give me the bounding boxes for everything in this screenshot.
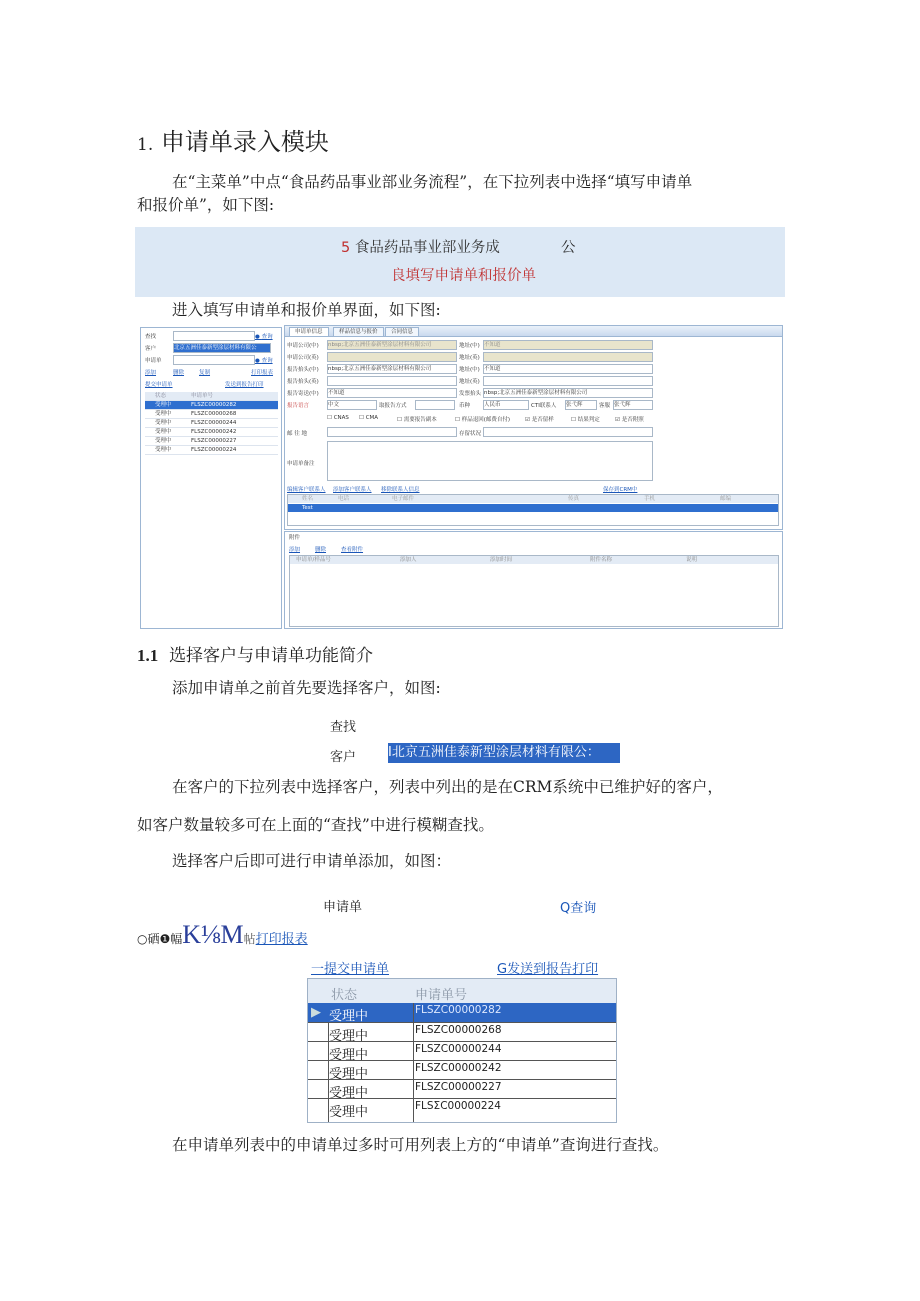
check-return[interactable]: ☐ 样品退回(邮费自付) bbox=[455, 417, 510, 423]
p-select: 添加申请单之前首先要选择客户，如图: bbox=[172, 679, 441, 697]
submit-form-button[interactable]: 提交申请单 bbox=[145, 382, 173, 388]
edit-contact-link[interactable]: 编辑客户联系人 bbox=[287, 487, 326, 493]
invoice-input[interactable]: nbsp;北京五洲佳泰新型涂层材料有限公司 bbox=[483, 388, 653, 398]
print-report-link[interactable]: 打印报表 bbox=[255, 932, 308, 947]
grid-divider bbox=[413, 1003, 414, 1122]
contact-grid-header: 姓名 电话 电子邮件 传真 手机 邮编 bbox=[288, 495, 778, 503]
query-button-1[interactable]: ● 查询 bbox=[255, 334, 273, 340]
copy-button[interactable]: 复制 bbox=[199, 370, 211, 376]
report-send-input[interactable]: 不知道 bbox=[327, 388, 457, 398]
row-pointer-icon: ▶ bbox=[311, 1005, 321, 1020]
contact-label: CTI联系人 bbox=[531, 403, 557, 409]
company-en-label: 申请公司(英) bbox=[287, 355, 319, 361]
search-input[interactable] bbox=[173, 331, 255, 341]
enter-text: 进入填写申请单和报价单界面，如下图: bbox=[172, 301, 441, 319]
zoom-grid-row[interactable]: 受理中 FLSZC00000227 bbox=[308, 1079, 616, 1099]
list-header: 状态 申请单号 bbox=[145, 392, 278, 401]
heading-number: 1. bbox=[137, 135, 154, 155]
zoom-submit-link[interactable]: 一提交申请单 bbox=[311, 962, 390, 977]
check-cnas[interactable]: ☐ CNAS bbox=[327, 415, 349, 421]
list-row[interactable]: 受理中 FLSZC00000268 bbox=[145, 410, 278, 419]
addr-cn2-label: 地址(中) bbox=[459, 367, 480, 373]
zoom-customer-label: 客户 bbox=[330, 750, 357, 763]
lang-label: 报告语言 bbox=[287, 403, 310, 409]
sales-input[interactable]: 张弋辉 bbox=[613, 400, 653, 410]
lang-select[interactable]: 中文 bbox=[327, 400, 377, 410]
attach-delete-button[interactable]: 删除 bbox=[315, 547, 327, 553]
intro-line-2: 和报价单”，如下图: bbox=[137, 196, 275, 214]
menu-item-company[interactable]: 公 bbox=[561, 240, 576, 256]
contact-grid-row[interactable]: Test bbox=[288, 504, 778, 512]
check-judge[interactable]: ☐ 结果判定 bbox=[571, 417, 600, 423]
add-button[interactable]: 添加 bbox=[145, 370, 157, 376]
p-dropdown-1: 在客户的下拉列表中选择客户，列表中列出的是在CRM系统中已维护好的客户， bbox=[172, 778, 723, 796]
zoom-grid-row[interactable]: ▶ 受理中 FLSZC00000282 bbox=[308, 1003, 616, 1022]
toolbar-icons[interactable]: ○硒❶幅 bbox=[137, 932, 183, 946]
section-heading bbox=[137, 122, 329, 157]
addr-en-input[interactable] bbox=[483, 352, 653, 362]
contact-input[interactable]: 张弋辉 bbox=[565, 400, 597, 410]
company-cn-label: 申请公司(中) bbox=[287, 343, 319, 349]
addr-en-label: 地址(英) bbox=[459, 355, 480, 361]
currency-select[interactable]: 人民币 bbox=[483, 400, 529, 410]
currency-label: 币种 bbox=[459, 403, 471, 409]
check-photo[interactable]: ☑ 是否附照 bbox=[615, 417, 644, 423]
delete-button[interactable]: 删除 bbox=[173, 370, 185, 376]
check-copy[interactable]: ☐ 需要报告副本 bbox=[397, 417, 437, 423]
attach-view-button[interactable]: 查看附件 bbox=[341, 547, 364, 553]
remark-textarea[interactable] bbox=[327, 441, 653, 481]
zoom-customer-select[interactable]: I北京五洲佳泰新型涂层材料有限公： bbox=[388, 743, 620, 763]
search-label: 查找 bbox=[145, 334, 157, 340]
p-dropdown-2: 如客户数量较多可在上面的“查找”中进行模糊查找。 bbox=[137, 816, 494, 834]
addr-cn-label: 地址(中) bbox=[459, 343, 480, 349]
list-row[interactable]: 受理中 FLSZC00000242 bbox=[145, 428, 278, 437]
addr-cn-input[interactable]: 不知道 bbox=[483, 340, 653, 350]
zoom-toolbar bbox=[137, 920, 308, 950]
query-button-2[interactable]: ● 查询 bbox=[255, 358, 273, 364]
report-head-cn-input[interactable]: nbsp;北京五洲佳泰新型涂层材料有限公司 bbox=[327, 364, 457, 374]
company-cn-input[interactable]: nbsp;北京五洲佳泰新型涂层材料有限公司 bbox=[327, 340, 457, 350]
grid-divider bbox=[328, 1022, 329, 1122]
zoom-send-link[interactable]: G发送到报告打印 bbox=[497, 962, 599, 977]
sales-label: 客服 bbox=[599, 403, 611, 409]
report-head-en-input[interactable] bbox=[327, 376, 457, 386]
report-head-en-label: 报告抬头(英) bbox=[287, 379, 319, 385]
save-crm-link[interactable]: 保存到CRM中 bbox=[603, 487, 638, 493]
invoice-label: 发票抬头 bbox=[459, 391, 482, 397]
add-contact-link[interactable]: 添加客户联系人 bbox=[333, 487, 372, 493]
attachment-grid bbox=[289, 555, 779, 627]
zoom-grid-row[interactable]: 受理中 FLSZC00000268 bbox=[308, 1022, 616, 1042]
toolbar-garbled[interactable]: K⅛M bbox=[182, 920, 244, 949]
zoom-form-grid bbox=[307, 978, 617, 1123]
mail-addr-label: 邮 往 地 bbox=[287, 431, 307, 437]
addr-cn2-input[interactable]: 不知道 bbox=[483, 364, 653, 374]
addr-en2-input[interactable] bbox=[483, 376, 653, 386]
tab-attachments[interactable]: 附件 bbox=[289, 535, 301, 541]
remark-label: 申请单备注 bbox=[287, 461, 315, 467]
zoom-grid-row[interactable]: 受理中 FLSZC00000244 bbox=[308, 1041, 616, 1061]
addr-en2-label: 地址(英) bbox=[459, 379, 480, 385]
zoom-search-label: 查找 bbox=[330, 720, 357, 735]
zoom-query-button[interactable]: Q查询 bbox=[560, 901, 597, 916]
heading-title: 申请单录入模块 bbox=[160, 128, 329, 156]
subsection-title: 选择客户与申请单功能简介 bbox=[169, 646, 374, 666]
list-row[interactable]: 受理中 FLSZC00000282 bbox=[145, 401, 278, 410]
toolbar-tail: 帖 bbox=[243, 932, 256, 946]
tab-sample-info[interactable]: 样品信息与报价 bbox=[333, 327, 384, 337]
list-row[interactable]: 受理中 FLSZC00000227 bbox=[145, 437, 278, 446]
mail-addr-input[interactable] bbox=[327, 427, 457, 437]
recv-label: 取报告方式 bbox=[379, 403, 407, 409]
menu-item-fill-form[interactable]: 良填写申请单和报价单 bbox=[391, 268, 536, 284]
subsection-number: 1.1 bbox=[137, 646, 159, 665]
zoom-grid-row[interactable]: 受理中 FLSZC00000242 bbox=[308, 1060, 616, 1080]
send-print-button[interactable]: 发送到报告打印 bbox=[225, 382, 264, 388]
zoom-form-label: 申请单 bbox=[323, 900, 363, 915]
list-row[interactable]: 受理中 FLSZC00000244 bbox=[145, 419, 278, 428]
form-panel bbox=[284, 337, 783, 530]
subsection-heading bbox=[137, 641, 373, 666]
check-cma[interactable]: ☐ CMA bbox=[359, 415, 379, 421]
left-panel bbox=[140, 327, 282, 629]
company-en-input[interactable] bbox=[327, 352, 457, 362]
report-head-cn-label: 报告抬头(中) bbox=[287, 367, 319, 373]
contact-grid bbox=[287, 494, 779, 526]
print-report-button[interactable]: 打印报表 bbox=[251, 370, 274, 376]
p-last: 在申请单列表中的申请单过多时可用列表上方的“申请单”查询进行查找。 bbox=[172, 1136, 669, 1154]
menu-item-food-dept[interactable]: 5 食品药品事业部业务成 bbox=[341, 240, 500, 256]
intro-line-1: 在“主菜单”中点“食品药品事业部业务流程”，在下拉列表中选择“填写申请单 bbox=[172, 173, 693, 191]
form-search-input[interactable] bbox=[173, 355, 255, 365]
menu-banner bbox=[135, 227, 785, 297]
app-screenshot bbox=[140, 325, 783, 629]
attach-add-button[interactable]: 添加 bbox=[289, 547, 301, 553]
list-row[interactable]: 受理中 FLSZC00000224 bbox=[145, 446, 278, 455]
remove-contact-link[interactable]: 移除联系人信息 bbox=[381, 487, 420, 493]
check-keep[interactable]: ☑ 是否留样 bbox=[525, 417, 554, 423]
customer-select[interactable]: 北京五洲佳泰新型涂层材料有限公 bbox=[173, 343, 271, 353]
customer-label: 客户 bbox=[145, 346, 157, 352]
zoom-grid-header: 状态 申请单号 bbox=[308, 979, 616, 1003]
report-send-label: 报告寄送(中) bbox=[287, 391, 319, 397]
storage-input[interactable] bbox=[483, 427, 653, 437]
zoom-grid-row[interactable]: 受理中 FLSΣC00000224 bbox=[308, 1098, 616, 1122]
form-label: 申请单 bbox=[145, 358, 162, 364]
p-add: 选择客户后即可进行申请单添加，如图： bbox=[172, 852, 452, 870]
attachment-grid-header: 申请单/样品号 添加人 添加时间 附件名称 说明 bbox=[290, 556, 778, 564]
recv-select[interactable] bbox=[415, 400, 455, 410]
tab-form-info[interactable]: 申请单信息 bbox=[289, 327, 329, 337]
tab-contract-info[interactable]: 合同信息 bbox=[385, 327, 419, 337]
tab-bar bbox=[284, 325, 783, 337]
storage-label: 存留状况 bbox=[459, 431, 482, 437]
attachment-panel bbox=[284, 531, 783, 629]
